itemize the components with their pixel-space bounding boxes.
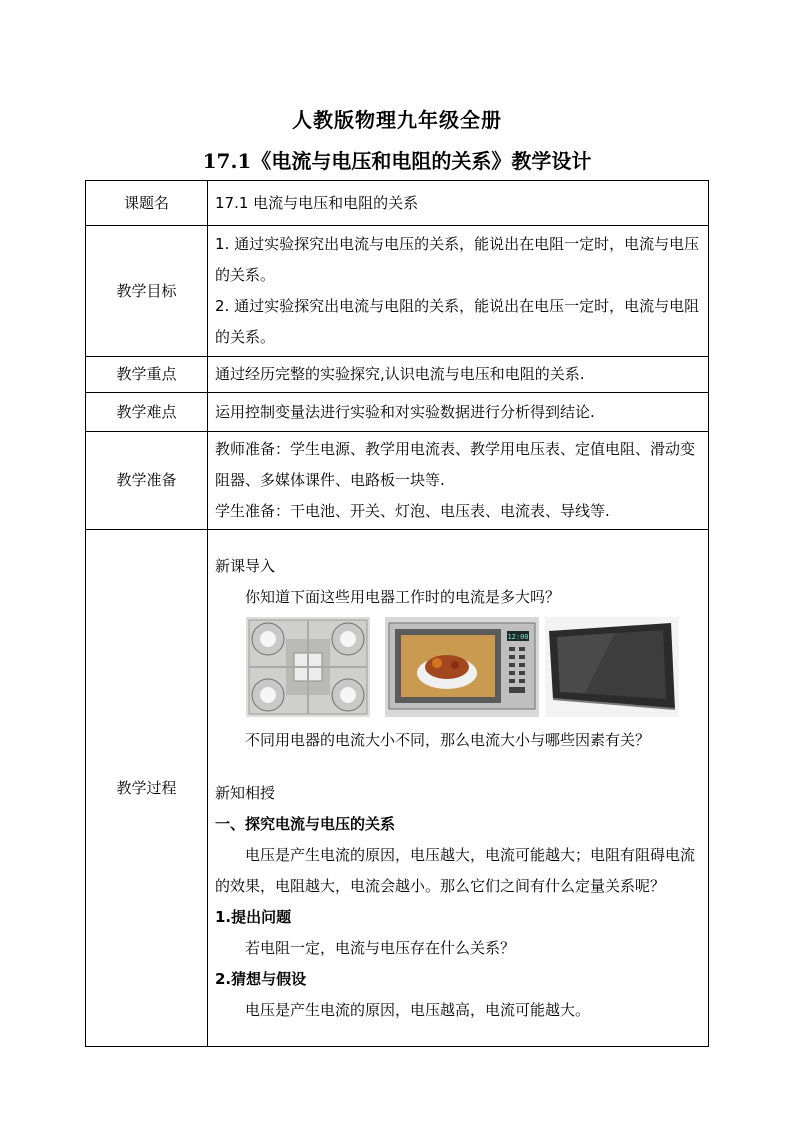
topic-value: 17.1 电流与电压和电阻的关系 — [208, 181, 709, 226]
goal-item-2: 2. 通过实验探究出电流与电阻的关系，能说出在电压一定时，电流与电阻的关系。 — [215, 297, 700, 346]
row-topic — [86, 181, 709, 226]
row-goals — [86, 226, 709, 357]
microwave-display: 12:00 — [507, 632, 529, 641]
microwave-image — [385, 617, 539, 717]
difficulties-label: 教学难点 — [86, 393, 208, 432]
goals-content — [208, 226, 709, 357]
process-label: 教学过程 — [86, 530, 208, 1047]
preparation-content — [208, 432, 709, 530]
step-2-heading: 2.猜想与假设 — [215, 969, 307, 988]
key-points-value: 通过经历完整的实验探究,认识电流与电压和电阻的关系. — [208, 357, 709, 393]
goal-item-1: 1. 通过实验探究出电流与电压的关系，能说出在电阻一定时，电流与电压的关系。 — [215, 235, 700, 284]
preparation-label: 教学准备 — [86, 432, 208, 530]
step-1-heading: 1.提出问题 — [215, 907, 292, 926]
intro-followup: 不同用电器的电流大小不同，那么电流大小与哪些因素有关？ — [245, 730, 651, 749]
row-difficulties — [86, 393, 709, 432]
television-image — [545, 617, 679, 717]
document-title: 人教版物理九年级全册 — [292, 108, 502, 132]
lesson-plan-table — [85, 180, 709, 1047]
goals-label: 教学目标 — [86, 226, 208, 357]
document-subtitle: 17.1《电流与电压和电阻的关系》教学设计 — [202, 149, 592, 173]
topic-label: 课题名 — [86, 181, 208, 226]
section-1-heading: 一、探究电流与电压的关系 — [215, 814, 396, 833]
row-process — [86, 530, 709, 1047]
intro-heading: 新课导入 — [215, 556, 276, 575]
student-preparation: 学生准备：干电池、开关、灯泡、电压表、电流表、导线等. — [215, 502, 610, 520]
row-key-points — [86, 357, 709, 393]
process-content — [208, 530, 709, 1047]
row-preparation — [86, 432, 709, 530]
appliance-images — [215, 617, 701, 719]
new-knowledge-heading: 新知相授 — [215, 783, 276, 802]
intro-question: 你知道下面这些用电器工作时的电流是多大吗？ — [245, 587, 561, 606]
teacher-preparation: 教师准备：学生电源、教学用电流表、教学用电压表、定值电阻、滑动变阻器、多媒体课件、电路板一块等. — [215, 440, 696, 489]
bathroom-heater-image — [246, 617, 370, 717]
section-1-paragraph: 电压是产生电流的原因，电压越大，电流可能越大；电阻有阻碍电流的效果，电阻越大，电流会越小。那么它们之间有什么定量关系呢？ — [215, 845, 696, 895]
key-points-label: 教学重点 — [86, 357, 208, 393]
step-2-text: 电压是产生电流的原因，电压越高，电流可能越大。 — [245, 1000, 591, 1019]
difficulties-value: 运用控制变量法进行实验和对实验数据进行分析得到结论. — [208, 393, 709, 432]
step-1-text: 若电阻一定，电流与电压存在什么关系？ — [245, 938, 516, 957]
